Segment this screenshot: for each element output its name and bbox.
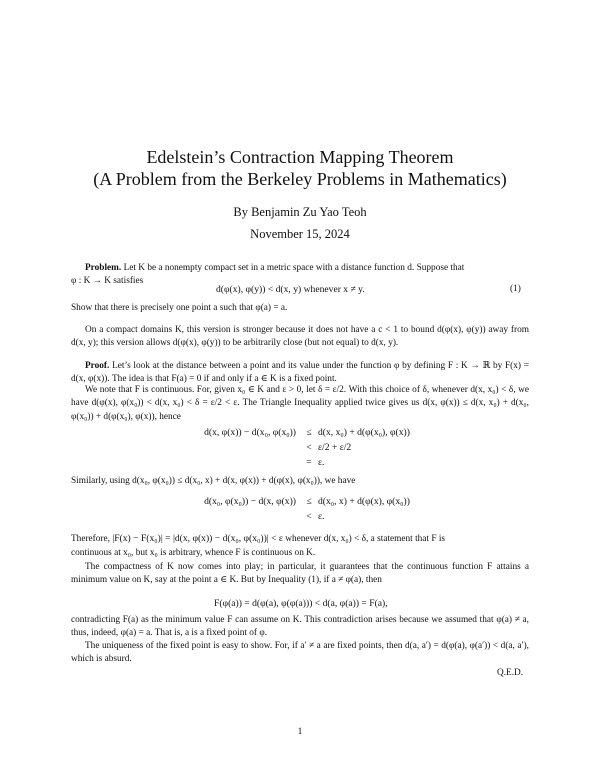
page-number: 1 [297,727,303,737]
problem-label: Problem. [85,263,122,273]
align1-rhs-1: d(x, x₀) + d(φ(x₀), φ(x)) [318,427,410,438]
align1-rel-2: < [306,442,312,453]
proof-paragraph-1 [71,360,529,387]
problem-text-a: Let K be a nonempty compact set in a metric space with a distance function d. Suppose that [123,263,465,273]
align2-rel-1: ≤ [306,496,312,507]
proof-paragraph-2: We note that F is continuous. For, given x₀ ∈ K and ε > 0, let δ = ε/2. With this choice of δ, whenever d(x, x₀) < δ, we have d(φ(x), φ(x₀)) < d(x, x₀) < δ = ε/2 < ε. The Triangle Inequality applied twice gives us d(x, φ(x)) ≤ d(x, x₀) + d(x₀, φ(x₀)) + d(φ(x₀), φ(x)), hence [71,385,529,422]
equation-1: d(φ(x), φ(y)) < d(x, y) whenever x ≠ y. [216,284,365,295]
problem-text-c: Show that there is precisely one point a such that φ(a) = a. [71,303,288,313]
proof-label: Proof. [85,361,110,371]
qed-mark: Q.E.D. [497,668,524,678]
remark-paragraph: On a compact domains K, this version is stronger because it does not have a c < 1 to bound d(φ(x), φ(y)) away from d(x, y); this version allows d(φ(x), φ(y)) to be arbitrarily close (but not equal) to d(x, y). [71,325,529,349]
equation-3: F(φ(a)) = d(φ(a), φ(φ(a))) < d(a, φ(a)) = F(a), [214,598,388,609]
align1-rel-1: ≤ [306,427,312,438]
author: By Benjamin Zu Yao Teoh [233,205,367,219]
align1-rhs-3: ε. [318,457,325,468]
title-line-2: (A Problem from the Berkeley Problems in Mathematics) [93,169,507,189]
title-line-1: Edelstein’s Contraction Mapping Theorem [146,147,454,167]
proof-paragraph-5: The compactness of K now comes into play; in particular, it guarantees that the continuous function F attains a minimum value on K, say at the point a ∈ K. But by Inequality (1), if a ≠ φ(a), then [71,562,529,586]
continuity-conclusion: continuous at x₀, but x₀ is arbitrary, whence F is continuous on K. [71,548,316,558]
align1-lhs: d(x, φ(x)) − d(x₀, φ(x₀)) [204,427,296,438]
therefore-math: |F(x) − F(x₀)| = |d(x, φ(x)) − d(x₀, φ(x₀))| < ε [112,533,283,544]
proof-paragraph-7: The uniqueness of the fixed point is easy to show. For, if a′ ≠ a are fixed points, then d(a, a′) = d(φ(a), φ(a′)) < d(a, a′), which is absurd. [71,641,529,665]
proof-text-1: Let’s look at the distance between a point and its value under the function φ by defining F : K → ℝ by F(x) = d(x, φ(x)). The idea is that F(a) = 0 if and only if a ∈ K is a fixed point. [71,361,529,385]
align2-rel-2: < [306,511,312,522]
therefore-end: whenever d(x, x₀) < δ, a statement that F is [285,534,446,544]
proof-paragraph-6: contradicting F(a) as the minimum value F can assume on K. This contradiction arises because we assumed that φ(a) ≠ a, thus, indeed, φ(a) = a. That is, a is a fixed point of φ. [71,615,529,639]
proof-paragraph-3: Similarly, using d(x₀, φ(x₀)) ≤ d(x₀, x) + d(x, φ(x)) + d(φ(x), φ(x₀)), we have [71,476,356,486]
proof-paragraph-4 [71,532,529,546]
align2-lhs: d(x₀, φ(x₀)) − d(x, φ(x)) [204,496,296,507]
therefore-text: Therefore, [71,534,110,544]
align1-rel-3: = [306,457,312,468]
problem-text-b: φ : K → K satisfies [71,276,144,287]
align2-rhs-1: d(x₀, x) + d(φ(x), φ(x₀)) [318,496,410,507]
align2-rhs-2: ε. [318,511,325,522]
align1-rhs-2: ε/2 + ε/2 [318,442,352,453]
equation-number-1: (1) [510,284,521,294]
date: November 15, 2024 [250,227,350,241]
